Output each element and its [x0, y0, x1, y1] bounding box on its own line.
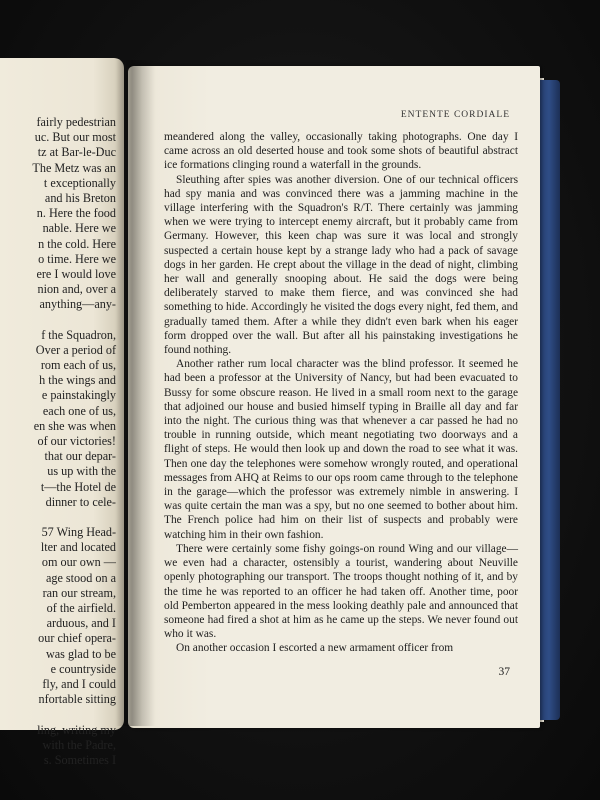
left-page-line: ling, writing my: [37, 722, 116, 737]
left-page-line: anything—any-: [39, 297, 116, 312]
left-page-line: t exceptionally: [43, 175, 116, 190]
left-page-line: n the cold. Here: [38, 236, 116, 251]
left-page-line: [0, 707, 116, 722]
left-page-line: nfortable sitting: [38, 692, 116, 707]
paragraph: Another rather rum local character was the blind professor. It seemed he had been a professor at the University of Nancy, but had been evacuated to Bussy for some obscure reason. He lived in a small room next to the garage that adjoined our house and busied himself typing in Braille all day and far into the night. The curious thing was that whenever a car passed he had no trouble in running outside, which meant negotiating two doorways and a flight of steps. He would then look up and down the road to see what it was. Then one day the telephones were somehow wrongly routed, and operational messages from AHQ at Reims to our ops room came through to the telephone in the garage—which the professor was extremely nimble in answering. I was quite certain the man was a spy, but no one seemed to bother about him. The French police had him on their list of suspects and probably were watching him in their own fashion.: [164, 358, 518, 541]
left-page-line: rom each of us,: [40, 358, 116, 372]
running-head: ENTENTE CORDIALE: [400, 110, 510, 120]
left-page-line: lter and located: [40, 540, 116, 555]
left-page-line: en she was when: [33, 418, 116, 433]
right-page: [128, 66, 540, 728]
left-page-line: t—the Hotel de: [40, 479, 116, 494]
paragraph: On another occasion I escorted a new armament officer from: [176, 642, 454, 655]
left-page-line: Over a period of: [35, 342, 116, 357]
left-page-line: dinner to cele-: [45, 494, 116, 509]
left-page-line: fly, and I could: [42, 676, 116, 691]
left-page-line: that our depar-: [44, 449, 116, 464]
left-page-line: om our own —: [41, 555, 116, 570]
body-text: [164, 130, 518, 656]
left-page-text: [0, 115, 116, 768]
left-page-line: us up with the: [47, 464, 116, 479]
left-page-line: age stood on a: [45, 570, 116, 585]
left-page-line: 57 Wing Head-: [41, 525, 116, 540]
left-page-line: uc. But our most: [34, 130, 116, 145]
left-page-line: our chief opera-: [38, 631, 116, 646]
page-number: 37: [498, 666, 510, 678]
left-page-line: [0, 312, 116, 327]
left-page-line: e painstakingly: [41, 388, 116, 403]
left-page-line: of our victories!: [37, 433, 116, 448]
left-page-line: n. Here the food: [36, 206, 116, 221]
paragraph: Sleuthing after spies was another diversion. One of our technical officers had spy mania and was convinced there was a jamming machine in the village interfering with the Squadron's R/T. There certainly was jamming when we were trying to intercept enemy aircraft, but it probably came from Germany. However, this keen chap was sure it was local and strongly suspected a certain house kept by a strange lady who had a pack of savage dogs in her garden. He crept about the village in the dead of night, climbing her wall and generally snooping about. He said the dogs were being deliberately starved to make them fierce, and was convinced she had something to hide. Accordingly he visited the dogs every night, fed them, and gradually tamed them. After a while they didn't even bark when his eager form dropped over the wall. But after all his painstaking investigations he found nothing.: [164, 173, 518, 357]
left-page-line: nable. Here we: [42, 221, 116, 236]
left-page-line: and his Breton: [44, 190, 116, 205]
left-page-line: e countryside: [50, 661, 116, 676]
left-page-line: nion and, over a: [37, 282, 116, 297]
left-page-line: f the Squadron,: [41, 327, 116, 342]
left-page-line: each one of us,: [42, 403, 116, 418]
left-page-line: o time. Here we: [38, 251, 116, 266]
left-page-line: of the airfield.: [46, 601, 116, 615]
left-page-line: arduous, and I: [46, 616, 116, 631]
paragraph: There were certainly some fishy goings-on round Wing and our village—we even had a character, ostensibly a tourist, wandering about Neuville openly photographing our transport. The troops thought nothing of it, and by the time he was reported to an officer he had taken off. Another time, poor old Pemberton appeared in the mess looking deathly pale and announced that someone had fired a shot at him as he came up the steps. We never found out who it was.: [164, 542, 518, 641]
left-page-line: with the Padre,: [42, 737, 116, 752]
book-cover-edge: [538, 80, 560, 720]
left-page-line: s. Sometimes I: [43, 752, 116, 767]
left-page-line: The Metz was an: [32, 160, 116, 175]
left-page-line: tz at Bar-le-Duc: [37, 145, 116, 160]
left-page-line: ere I would love: [36, 266, 116, 281]
paragraph: meandered along the valley, occasionally taking photographs. One day I came across an old deserted house and took some shots of beautiful abstract ice formations clinging round a waterfall in the grounds.: [164, 131, 518, 172]
left-page-line: was glad to be: [45, 646, 116, 661]
left-page-line: ran our stream,: [42, 585, 116, 600]
left-page-line: h the wings and: [39, 373, 116, 388]
left-page: [0, 58, 124, 767]
left-page-line: [0, 510, 116, 525]
left-page-line: fairly pedestrian: [36, 115, 116, 129]
